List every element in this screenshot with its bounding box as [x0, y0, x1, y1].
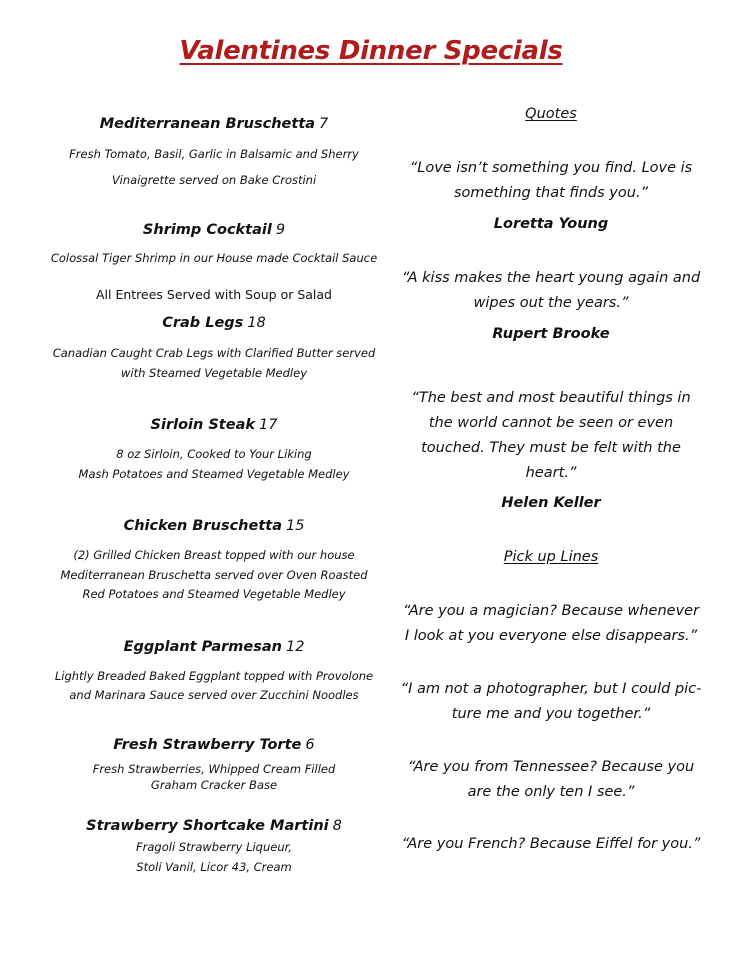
item-description-line: Red Potatoes and Steamed Vegetable Medley [82, 587, 346, 601]
item-price: 17 [259, 417, 278, 433]
quotes-heading: Quotes [525, 106, 577, 122]
item-description-line: with Steamed Vegetable Medley [120, 366, 308, 380]
item-name-text: Fresh Strawberry Torte [113, 737, 302, 753]
item-name-text: Shrimp Cocktail [142, 222, 272, 238]
pickup-lines-heading: Pick up Lines [503, 549, 599, 565]
menu-item-name [28, 737, 400, 753]
item-name-text: Crab Legs [162, 315, 244, 331]
item-description-line: Stoli Vanil, Licor 43, Cream [136, 860, 292, 874]
menu-item-name [28, 639, 400, 655]
item-name-text: Chicken Bruschetta [123, 518, 282, 534]
quote-author: Rupert Brooke [492, 326, 610, 342]
quote-author: Helen Keller [501, 495, 601, 511]
item-description-line: Fresh Strawberries, Whipped Cream Filled [92, 762, 336, 776]
item-description-line: Graham Cracker Base [150, 778, 278, 792]
item-name-text: Mediterranean Bruschetta [99, 116, 316, 132]
quote-author: Loretta Young [493, 216, 609, 232]
item-description-line: Colossal Tiger Shrimp in our House made Cocktail Sauce [50, 251, 378, 265]
menu-item-name [28, 315, 400, 331]
menu-item-name [28, 417, 400, 433]
item-price: 18 [247, 315, 266, 331]
item-price: 8 [332, 818, 342, 834]
item-name-text: Eggplant Parmesan [123, 639, 282, 655]
item-price: 15 [285, 518, 305, 534]
entrees-note: All Entrees Served with Soup or Salad [95, 287, 332, 302]
pickup-line: “I am not a photographer, but I could pic- ture me and you together.” [400, 681, 702, 722]
item-price: 6 [305, 737, 315, 753]
menu-item-name [28, 518, 400, 534]
pickup-line: “Are you French? Because Eiffel for you.” [401, 836, 701, 852]
quote-text: “The best and most beautiful things in the world cannot be seen or even touched. They must be felt with the heart.” [411, 390, 691, 481]
item-description-line: Fresh Tomato, Basil, Garlic in Balsamic and Sherry [69, 147, 359, 161]
menu-item-name [28, 116, 400, 132]
item-name-text: Strawberry Shortcake Martini [86, 818, 329, 834]
menu-item-name [28, 222, 400, 238]
item-description-line: and Marinara Sauce served over Zucchini Noodles [69, 688, 359, 702]
item-description-line: Vinaigrette served on Bake Crostini [111, 173, 317, 187]
item-price: 7 [319, 116, 329, 132]
pickup-line: “Are you from Tennessee? Because you are the only ten I see.” [407, 759, 695, 800]
item-price: 12 [285, 639, 305, 655]
item-description-line: (2) Grilled Chicken Breast topped with our house [73, 548, 355, 562]
item-description-line: Lightly Breaded Baked Eggplant topped with Provolone [54, 669, 374, 683]
pickup-line: “Are you a magician? Because whenever I look at you everyone else disappears.” [402, 603, 700, 644]
item-description-line: Fragoli Strawberry Liqueur, [136, 840, 292, 854]
page-title: Valentines Dinner Specials [179, 36, 563, 66]
item-description-line: Mash Potatoes and Steamed Vegetable Medley [78, 467, 350, 481]
item-description-line: 8 oz Sirloin, Cooked to Your Liking [116, 447, 312, 461]
item-description-line: Mediterranean Bruschetta served over Oven Roasted [60, 568, 368, 582]
quote-text: “Love isn’t something you find. Love is something that finds you.” [409, 160, 693, 201]
item-description-line: Canadian Caught Crab Legs with Clarified Butter served [52, 346, 376, 360]
item-price: 9 [275, 222, 286, 238]
item-name-text: Sirloin Steak [150, 417, 256, 433]
quote-text: “A kiss makes the heart young again and wipes out the years.” [401, 270, 701, 311]
menu-item-name [28, 818, 400, 834]
